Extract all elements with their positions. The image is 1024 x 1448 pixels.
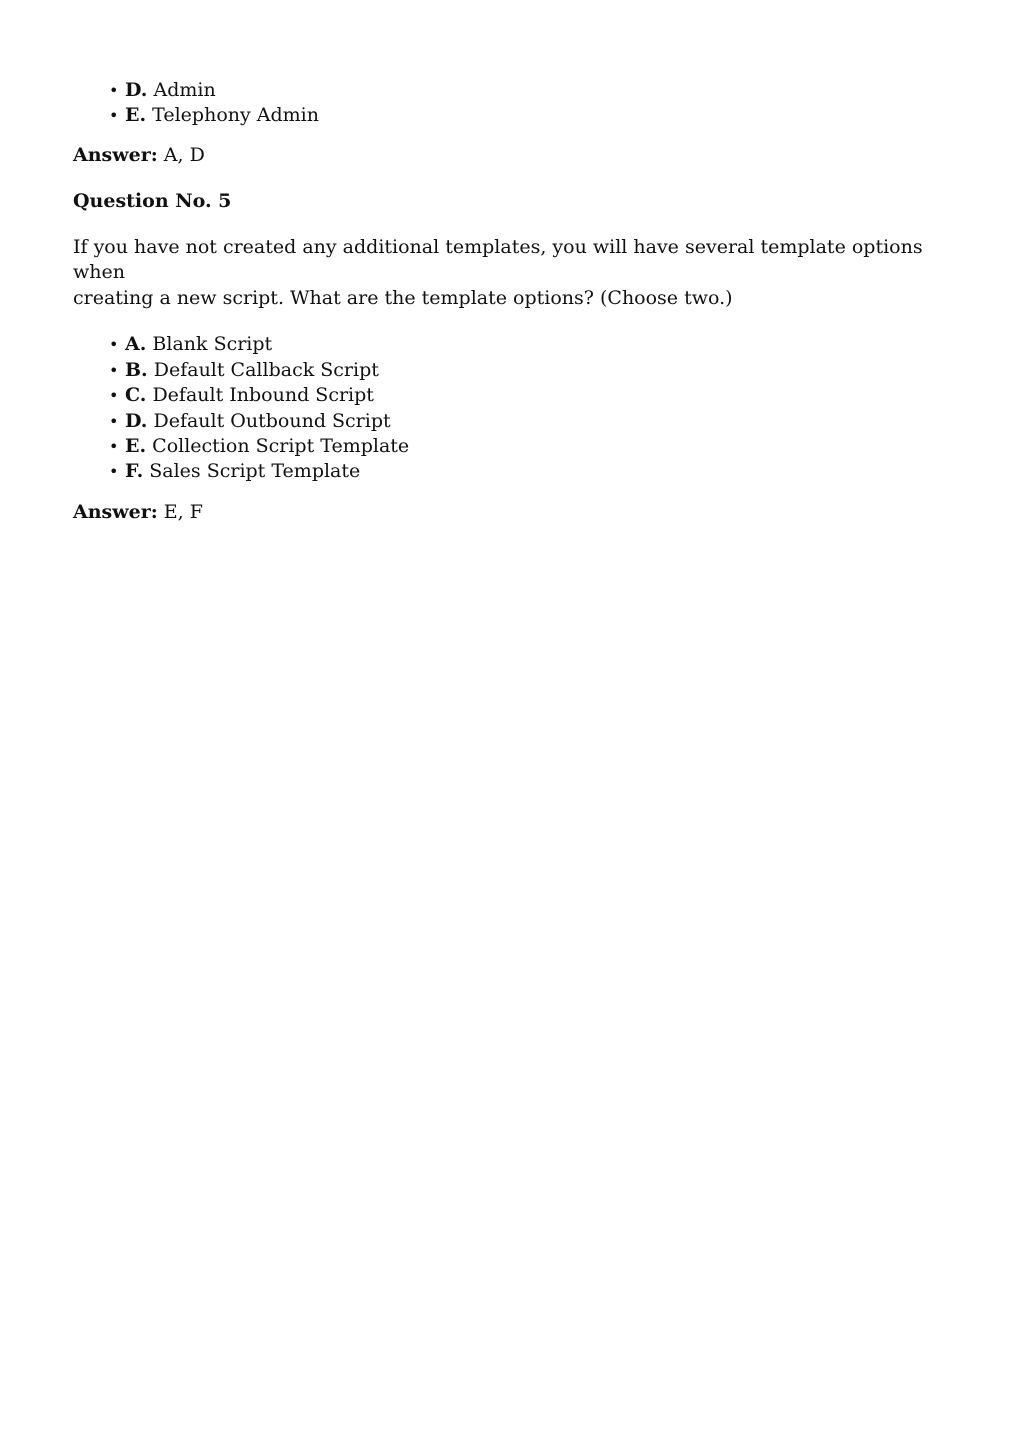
option-item [109, 332, 953, 357]
answer-label: Answer: [73, 143, 158, 166]
option-item [109, 459, 953, 484]
bullet-icon: • [109, 335, 119, 355]
question-text-line-2: creating a new script. What are the template options? (Choose two.) [73, 286, 733, 309]
bullet-icon: • [109, 436, 119, 456]
question-heading: Question No. 5 [73, 189, 232, 212]
option-text: Default Outbound Script [153, 409, 391, 432]
question-text [73, 235, 953, 312]
option-text: Default Inbound Script [152, 384, 374, 407]
option-letter: E. [125, 104, 147, 127]
option-item [109, 409, 953, 434]
bullet-icon: • [109, 411, 119, 431]
bullet-icon: • [109, 386, 119, 406]
option-item [109, 78, 953, 103]
option-text: Telephony Admin [152, 104, 319, 127]
option-letter: D. [125, 409, 148, 432]
bullet-icon: • [109, 106, 119, 126]
question-text-line-1: If you have not created any additional templates, you will have several template options when [73, 235, 923, 284]
option-text: Sales Script Template [149, 460, 361, 483]
bullet-icon: • [109, 360, 119, 380]
answer-label: Answer: [73, 500, 158, 523]
option-letter: B. [125, 358, 148, 381]
option-letter: C. [125, 384, 147, 407]
prev-question-options [73, 78, 953, 129]
bullet-icon: • [109, 81, 119, 100]
document-page [73, 78, 953, 525]
option-letter: F. [125, 460, 144, 483]
option-text: Default Callback Script [153, 358, 379, 381]
prev-answer [73, 143, 953, 168]
option-item [109, 103, 953, 128]
question-5-answer [73, 500, 953, 525]
option-text: Blank Script [152, 333, 273, 356]
answer-value: E, F [163, 500, 203, 523]
option-text: Collection Script Template [152, 434, 410, 457]
bullet-icon: • [109, 462, 119, 482]
option-letter: D. [125, 79, 148, 101]
question-5-options [73, 332, 953, 484]
option-item [109, 383, 953, 408]
option-letter: E. [125, 434, 147, 457]
option-text: Admin [153, 79, 216, 101]
option-item [109, 434, 953, 459]
answer-value: A, D [163, 143, 205, 166]
option-item [109, 358, 953, 383]
option-letter: A. [125, 333, 147, 356]
